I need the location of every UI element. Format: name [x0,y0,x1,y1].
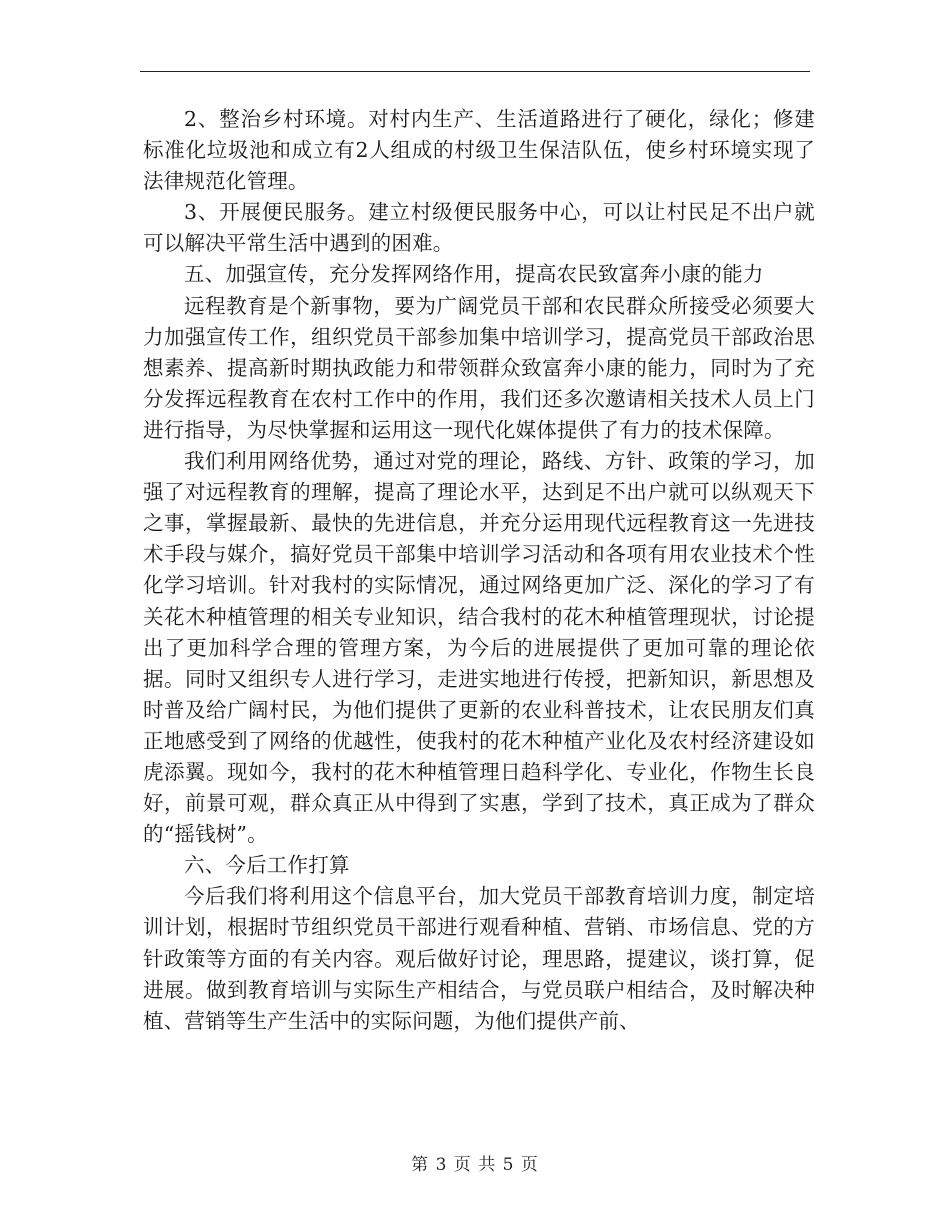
paragraph-remote-education: 远程教育是个新事物，要为广阔党员干部和农民群众所接受必须要大力加强宣传工作，组织党员干部参加集中培训学习，提高党员干部政治思想素养、提高新时期执政能力和带领群众致富奔小康的能力，同时为了充分发挥远程教育在农村工作中的作用，我们还多次邀请相关技术人员上门进行指导，为尽快掌握和运用这一现代化媒体提供了有力的技术保障。 [143,293,815,442]
page-number: 第 3 页 共 5 页 [411,1155,539,1175]
section-heading-6: 六、今后工作打算 [184,853,350,878]
section-heading-5: 五、加强宣传，充分发挥网络作用，提高农民致富奔小康的能力 [184,262,764,287]
paragraph-item-3-services: 3、开展便民服务。建立村级便民服务中心，可以让村民足不出户就可以解决平常生活中遇到的困难。 [143,200,815,256]
document-body [143,104,815,1037]
header-rule [140,71,810,72]
paragraph-network-advantage: 我们利用网络优势，通过对党的理论，路线、方针、政策的学习，加强了对远程教育的理解，提高了理论水平，达到足不出户就可以纵观天下之事，掌握最新、最快的先进信息，并充分运用现代远程教育这一先进技术手段与媒介，搞好党员干部集中培训学习活动和各项有用农业技术个性化学习培训。针对我村的实际情况，通过网络更加广泛、深化的学习了有关花木种植管理的相关专业知识，结合我村的花木种植管理现状，讨论提出了更加科学合理的管理方案，为今后的进展提供了更加可靠的理论依据。同时又组织专人进行学习，走进实地进行传授，把新知识，新思想及时普及给广阔村民，为他们提供了更新的农业科普技术，让农民朋友们真正地感受到了网络的优越性，使我村的花木种植产业化及农村经济建设如虎添翼。现如今，我村的花木种植管理日趋科学化、专业化，作物生长良好，前景可观，群众真正从中得到了实惠，学到了技术，真正成为了群众的“摇钱树”。 [143,449,815,847]
paragraph-future-plans: 今后我们将利用这个信息平台，加大党员干部教育培训力度，制定培训计划，根据时节组织党员干部进行观看种植、营销、市场信息、党的方针政策等方面的有关内容。观后做好讨论，理思路，提建议，谈打算，促进展。做到教育培训与实际生产相结合，与党员联户相结合，及时解决种植、营销等生产生活中的实际问题，为他们提供产前、 [143,884,815,1033]
paragraph-item-2-sanitation: 2、整治乡村环境。对村内生产、生活道路进行了硬化，绿化；修建标准化垃圾池和成立有2人组成的村级卫生保洁队伍，使乡村环境实现了法律规范化管理。 [143,107,815,194]
